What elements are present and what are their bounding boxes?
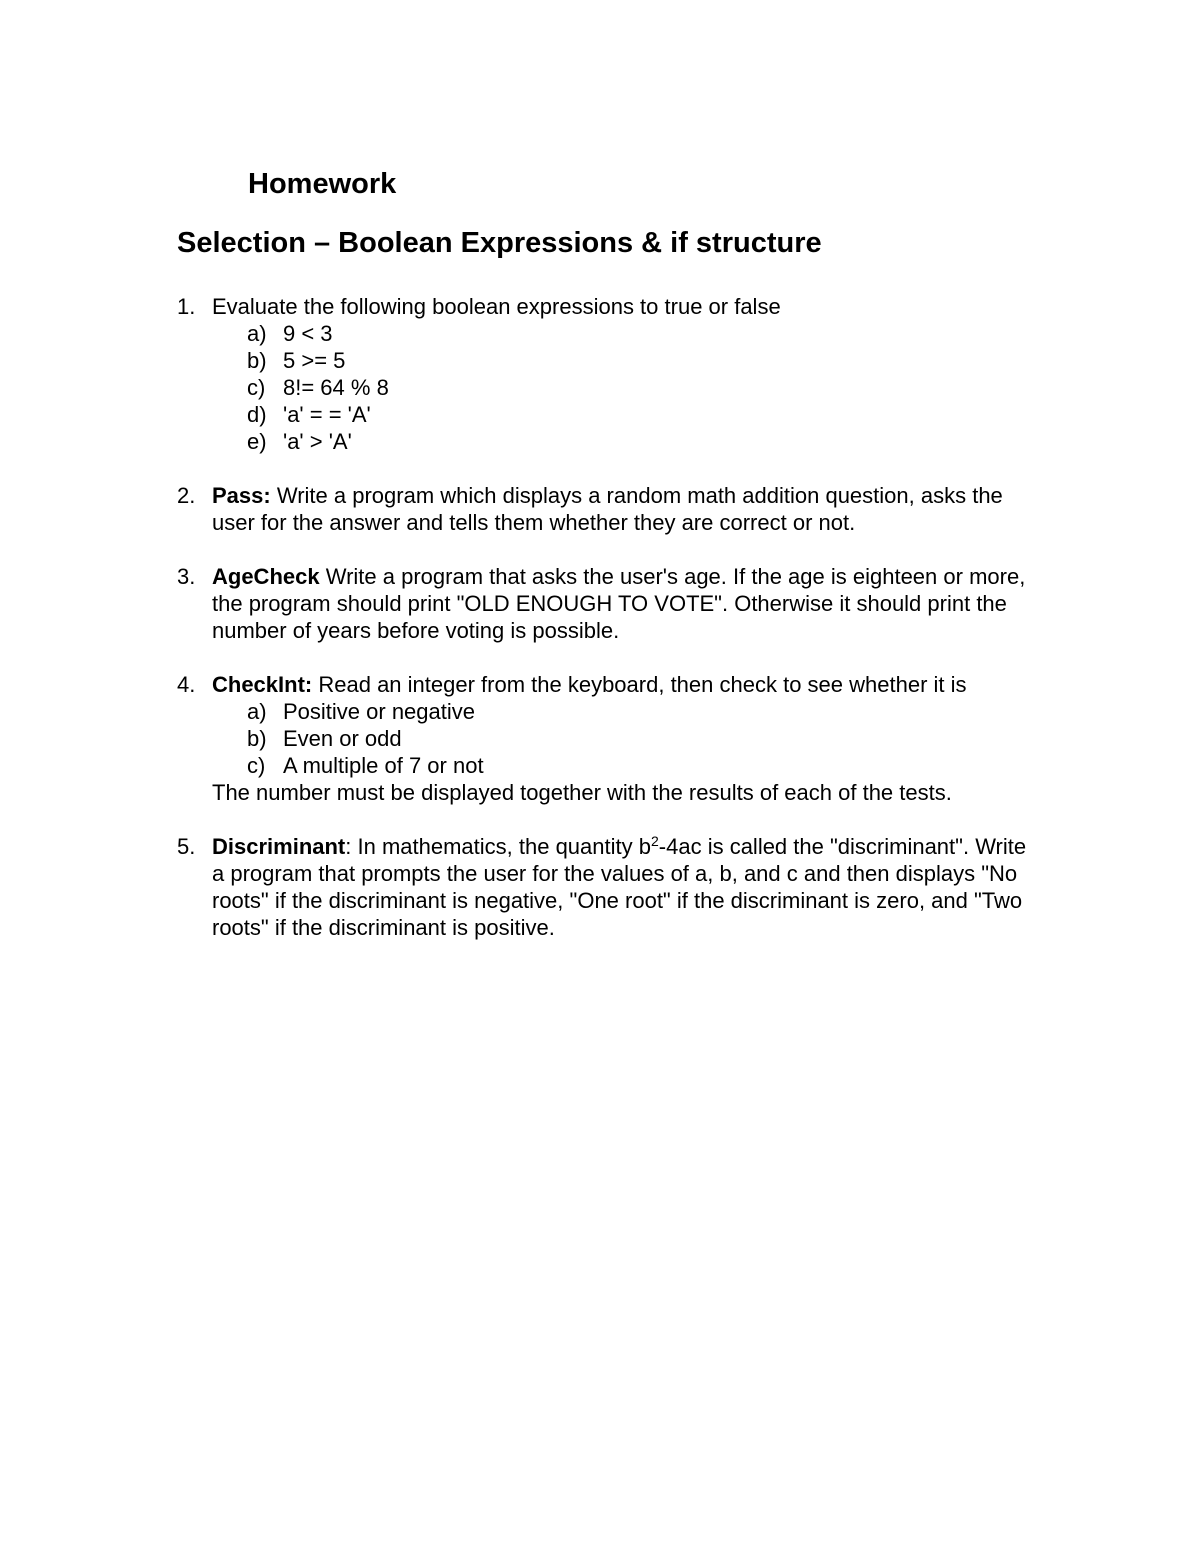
sub-item [212,347,1037,374]
question-2 [177,482,1037,536]
question-text [212,563,1037,644]
question-text [212,482,1037,536]
question-3 [177,563,1037,644]
sub-item-list [212,320,1037,455]
sub-item-text: A multiple of 7 or not [283,753,484,778]
question-body: Read an integer from the keyboard, then check to see whether it is [312,672,967,697]
sub-item [212,374,1037,401]
sub-item-list [212,698,1037,779]
question-label: Discriminant [212,834,346,859]
question-text [212,671,1037,698]
question-label: Pass: [212,483,271,508]
question-label: AgeCheck [212,564,320,589]
sub-item [212,752,1037,779]
sub-item-letter: a) [247,321,267,346]
sub-item-text: 5 >= 5 [283,348,346,373]
sub-item-letter: e) [247,429,267,454]
question-number: 3. [177,564,196,589]
sub-item [212,698,1037,725]
question-body: Write a program which displays a random math addition question, asks the user for the answer and tells them whether they are correct or not. [212,483,1003,535]
question-4 [177,671,1037,806]
question-body: Write a program that asks the user's age. If the age is eighteen or more, the program should print "OLD ENOUGH TO VOTE". Otherwise it should print the number of years before voting is possible. [212,564,1026,643]
question-5 [177,833,1037,941]
sub-item-text: 'a' > 'A' [283,429,352,454]
question-body-end: -4ac is called the "discriminant". Write a program that prompts the user for the values of a, b, and c and then displays "No roots" if the discriminant is negative, "One root" if the discriminant is zero, and "Two roots" if the discriminant is positive. [212,834,1027,940]
sub-item-letter: a) [247,699,267,724]
sub-item-letter: b) [247,726,267,751]
sub-item-text: 9 < 3 [283,321,333,346]
sub-item [212,725,1037,752]
sub-item-text: Even or odd [283,726,402,751]
question-text: Evaluate the following boolean expressions to true or false [212,294,781,319]
sub-item-letter: c) [247,375,266,400]
sub-item-text: 8!= 64 % 8 [283,375,389,400]
sub-item-letter: d) [247,402,267,427]
question-number: 2. [177,483,196,508]
question-list [177,293,1037,968]
sub-item-letter: b) [247,348,267,373]
question-number: 1. [177,294,196,319]
question-label: CheckInt: [212,672,313,697]
question-number: 4. [177,672,196,697]
document-heading: Selection – Boolean Expressions & if structure [177,227,822,259]
sub-item-text: Positive or negative [283,699,475,724]
question-number: 5. [177,834,196,859]
question-text [212,833,1037,941]
sub-item [212,428,1037,455]
sub-item-letter: c) [247,753,266,778]
sub-item [212,320,1037,347]
question-body-start: : In mathematics, the quantity b [345,834,651,859]
sub-item [212,401,1037,428]
question-1 [177,293,1037,455]
sub-item-text: 'a' = = 'A' [283,402,371,427]
document-title: Homework [248,168,397,200]
question-trailing-text: The number must be displayed together with the results of each of the tests. [212,780,952,805]
superscript-exponent: 2 [650,833,659,849]
